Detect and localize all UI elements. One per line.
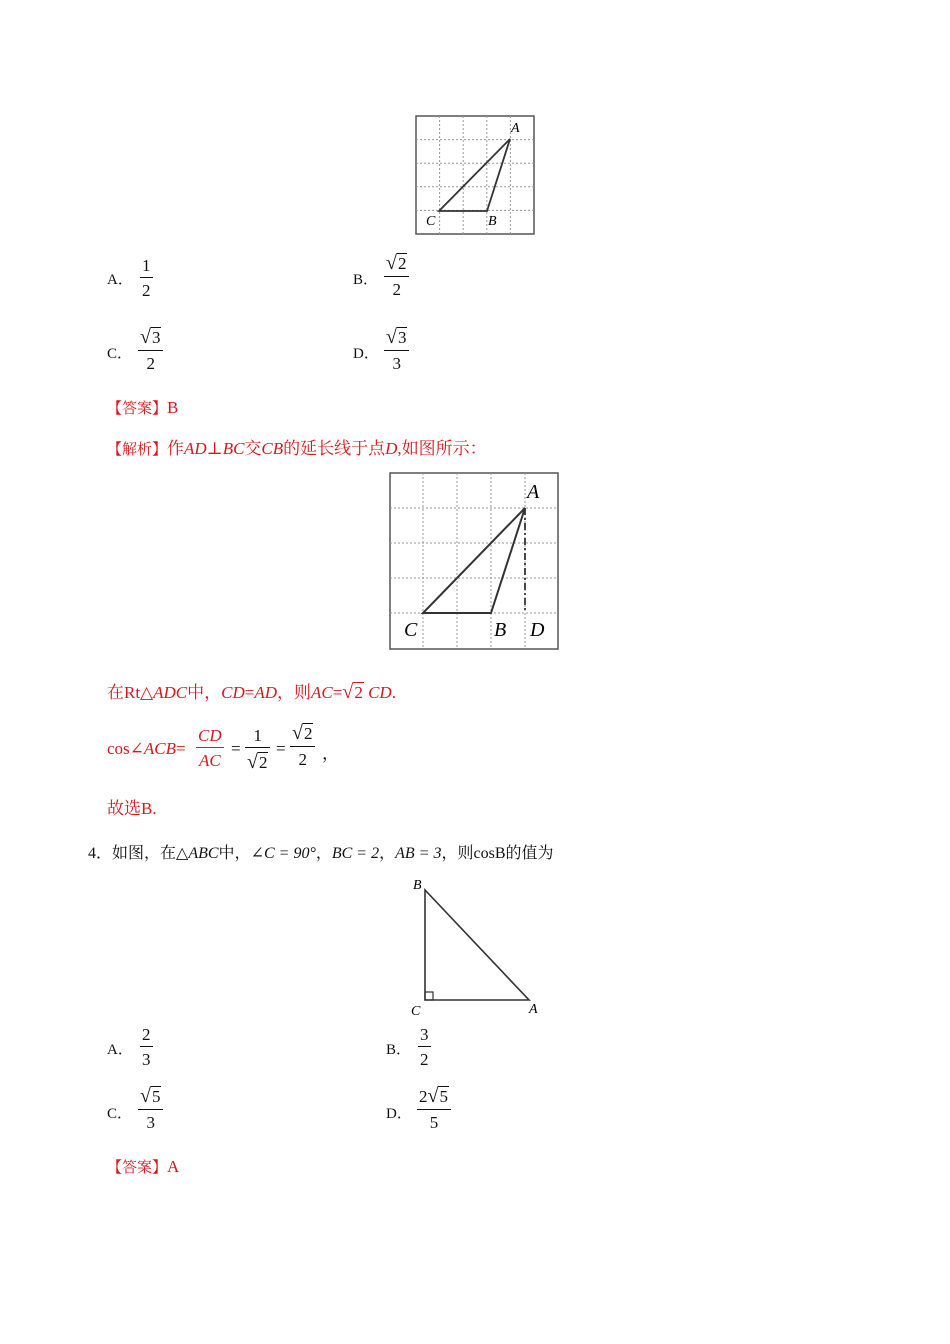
figure-right-triangle [405,874,545,1020]
option-c-fraction: √5 3 [138,1086,163,1131]
solution-line-1: 在Rt△ADC中，CD=AD，则AC=√2 CD. [107,681,396,703]
option-c-label[interactable]: C． [107,346,133,362]
option-b-label[interactable]: B． [386,1042,412,1058]
option-b-fraction: 3 2 [420,1025,429,1069]
analysis-line: 【解析】作AD⊥BC交CB的延长线于点D,如图所示： [107,439,487,458]
solution-line-2-prefix: cos∠ACB= [107,739,186,758]
label-c: C [411,1004,421,1019]
answer-line-q4: 【答案】A [107,1157,180,1176]
option-c-label[interactable]: C． [107,1106,133,1122]
label-c: C [404,619,418,641]
option-a-fraction: 1 2 [142,256,151,300]
fraction-1-root2: 1 √2 [245,727,270,772]
option-c-fraction: √3 2 [138,327,163,372]
option-b-fraction: √2 2 [384,253,409,298]
figure-grid-triangle-with-d [388,471,562,652]
option-a-fraction: 2 3 [142,1025,151,1069]
answer-line-q3: 【答案】B [107,398,179,417]
label-b: B [494,619,507,641]
question-4-stem: 4．如图，在△ABC中，∠C = 90°，BC = 2，AB = 3，则cosB的值为 [88,845,554,862]
label-a: A [529,1002,538,1017]
label-b: B [488,214,497,229]
option-d-label[interactable]: D． [386,1106,412,1122]
fraction-cd-ac: CD AC [198,726,222,770]
option-d-fraction: 2√5 5 [417,1086,451,1131]
label-a: A [527,481,540,503]
option-d-label[interactable]: D． [353,346,379,362]
figure-grid-triangle [414,114,538,238]
label-b: B [413,878,422,893]
label-d: D [530,619,545,641]
equals-sign: = [231,739,241,758]
label-c: C [426,214,436,229]
option-a-label[interactable]: A． [107,1042,133,1058]
fraction-root2-2: √2 2 [290,723,315,768]
label-a: A [511,121,520,136]
conclusion-line: 故选B. [107,799,157,818]
comma: ， [322,744,339,763]
equals-sign: = [276,739,286,758]
option-a-label[interactable]: A． [107,272,133,288]
option-d-fraction: √3 3 [384,327,409,372]
option-b-label[interactable]: B． [353,272,379,288]
